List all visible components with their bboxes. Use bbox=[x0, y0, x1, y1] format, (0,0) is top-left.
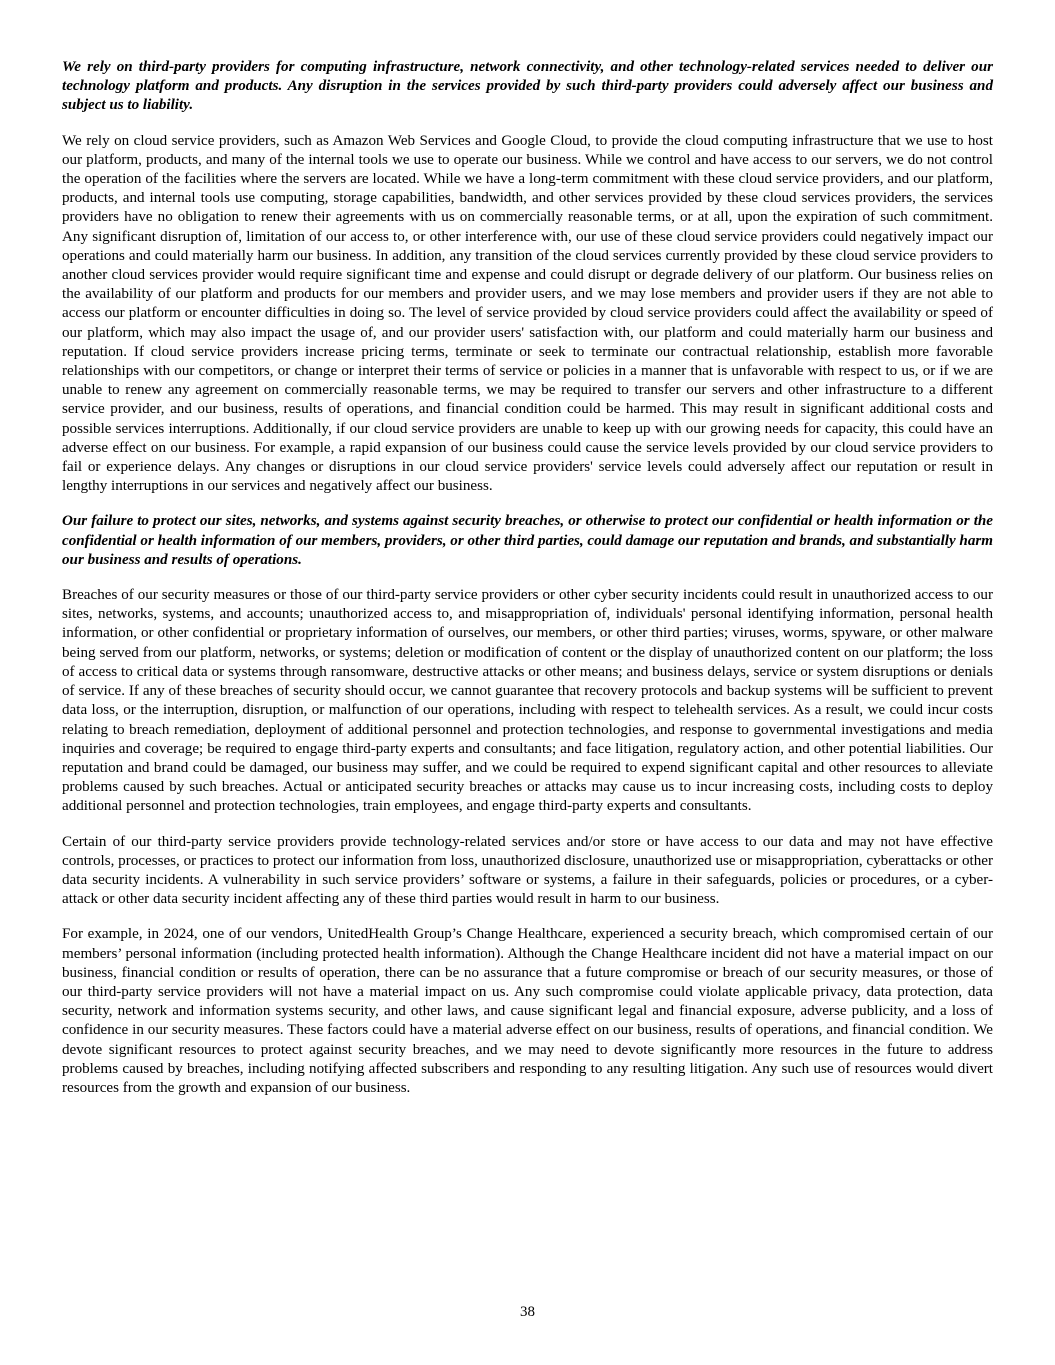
paragraph-third-party-service-providers: Certain of our third-party service providers provide technology-related services and/or store or have access to our data and may not have effective controls, processes, or practices to protect our information from loss, unauthorized disclosure, unauthorized use or misappropriation, cyberattacks or other data security incidents. A vulnerability in such service providers’ software or systems, a failure in their safeguards, policies or procedures, or a cyber-attack or other data security incident affecting any of these third parties would result in harm to our business. bbox=[62, 833, 993, 908]
paragraph-cloud-service-providers: We rely on cloud service providers, such as Amazon Web Services and Google Cloud, to provide the cloud computing infrastructure that we use to host our platform, products, and many of the internal tools we use to operate our business. While we control and have access to our servers, we do not control the operation of the facilities where the servers are located. While we have a long-term commitment with these cloud service providers, and our platform, products, and internal tools use computing, storage capabilities, bandwidth, and other services provided by these cloud services providers, the services providers have no obligation to renew their agreements with us on commercially reasonable terms, or at all, upon the expiration of such commitment. Any significant disruption of, limitation of our access to, or other interference with, our use of these cloud service providers could negatively impact our operations and could materially harm our business. In addition, any transition of the cloud services currently provided by these cloud service providers to another cloud services provider would require significant time and expense and could disrupt or degrade delivery of our platform. Our business relies on the availability of our platform and products for our members and provider users, and we may lose members and provider users if they are not able to access our platform or encounter difficulties in doing so. The level of service provided by cloud service providers could affect the availability or speed of our platform, which may also impact the usage of, and our provider users' satisfaction with, our platform and could materially harm our business and reputation. If cloud service providers increase pricing terms, terminate or seek to terminate our contractual relationship, establish more favorable relationships with our competitors, or change or interpret their terms of service or policies in a manner that is unfavorable with respect to us, or if we are unable to renew any agreement on commercially reasonable terms, we may be required to transfer our servers and other infrastructure to a different service provider, and our business, results of operations, and financial condition could be harmed. This may result in significant additional costs and possible services interruptions. Additionally, if our cloud service providers are unable to keep up with our growing needs for capacity, this could have an adverse effect on our business. For example, a rapid expansion of our business could cause the service levels provided by our cloud service providers to fail or experience delays. Any changes or disruptions in our cloud service providers' service levels could adversely affect our reputation or result in lengthy interruptions in our services and negatively affect our business. bbox=[62, 132, 993, 495]
paragraph-breaches-of-security: Breaches of our security measures or those of our third-party service providers or other cyber security incidents could result in unauthorized access to our sites, networks, systems, and accounts; unauthorized access to, and misappropriation of, individuals' personal identifying information, personal health information, or other confidential or proprietary information of ourselves, our members, or other third parties; viruses, worms, spyware, or other malware being served from our platform, networks, or systems; deletion or modification of content or the display of unauthorized content on our platform; the loss of access to critical data or systems through ransomware, destructive attacks or other means; and business delays, service or system disruptions or denials of service. If any of these breaches of security should occur, we cannot guarantee that recovery protocols and backup systems will be sufficient to prevent data loss, or the interruption, disruption, or malfunction of our operations, including with respect to telehealth services. As a result, we could incur costs relating to breach remediation, deployment of additional personnel and protection technologies, and response to governmental investigations and media inquiries and coverage; be required to engage third-party experts and consultants; and face litigation, regulatory action, and other potential liabilities. Our reputation and brand could be damaged, our business may suffer, and we could be required to expend significant capital and other resources to alleviate problems caused by such breaches. Actual or anticipated security breaches or attacks may cause us to incur increasing costs, including costs to deploy additional personnel and protection technologies, train employees, and engage third-party experts and consultants. bbox=[62, 587, 993, 815]
section-heading-third-party-providers: We rely on third-party providers for computing infrastructure, network connectivity, and other technology-related services needed to deliver our technology platform and products. Any disruption in the services provided by such third-party providers could adversely affect our business and subject us to liability. bbox=[62, 59, 993, 114]
page-number: 38 bbox=[520, 1304, 535, 1320]
document-page bbox=[62, 58, 993, 1114]
paragraph-change-healthcare-example: For example, in 2024, one of our vendors, UnitedHealth Group’s Change Healthcare, experienced a security breach, which compromised certain of our members’ personal information (including protected health information). Although the Change Healthcare incident did not have a material impact on our business, financial condition or results of operation, there can be no assurance that a future compromise or breach of our security measures, or those of our third-party service providers will not have a material impact on us. Any such compromise could violate applicable privacy, data protection, data security, network and information systems security, and other laws, and cause significant legal and financial exposure, adverse publicity, and a loss of confidence in our security measures. These factors could have a material adverse effect on our business, results of operations, and financial condition. We devote significant resources to protect against security breaches, and we may need to devote significantly more resources in the future to address problems caused by breaches, including notifying affected subscribers and responding to any resulting litigation. Any such use of resources would divert resources from the growth and expansion of our business. bbox=[62, 926, 993, 1096]
section-heading-security-breaches: Our failure to protect our sites, networks, and systems against security breaches, or otherwise to protect our confidential or health information or the confidential or health information of our members, providers, or other third parties, could damage our reputation and brands, and substantially harm our business and results of operations. bbox=[62, 513, 993, 568]
